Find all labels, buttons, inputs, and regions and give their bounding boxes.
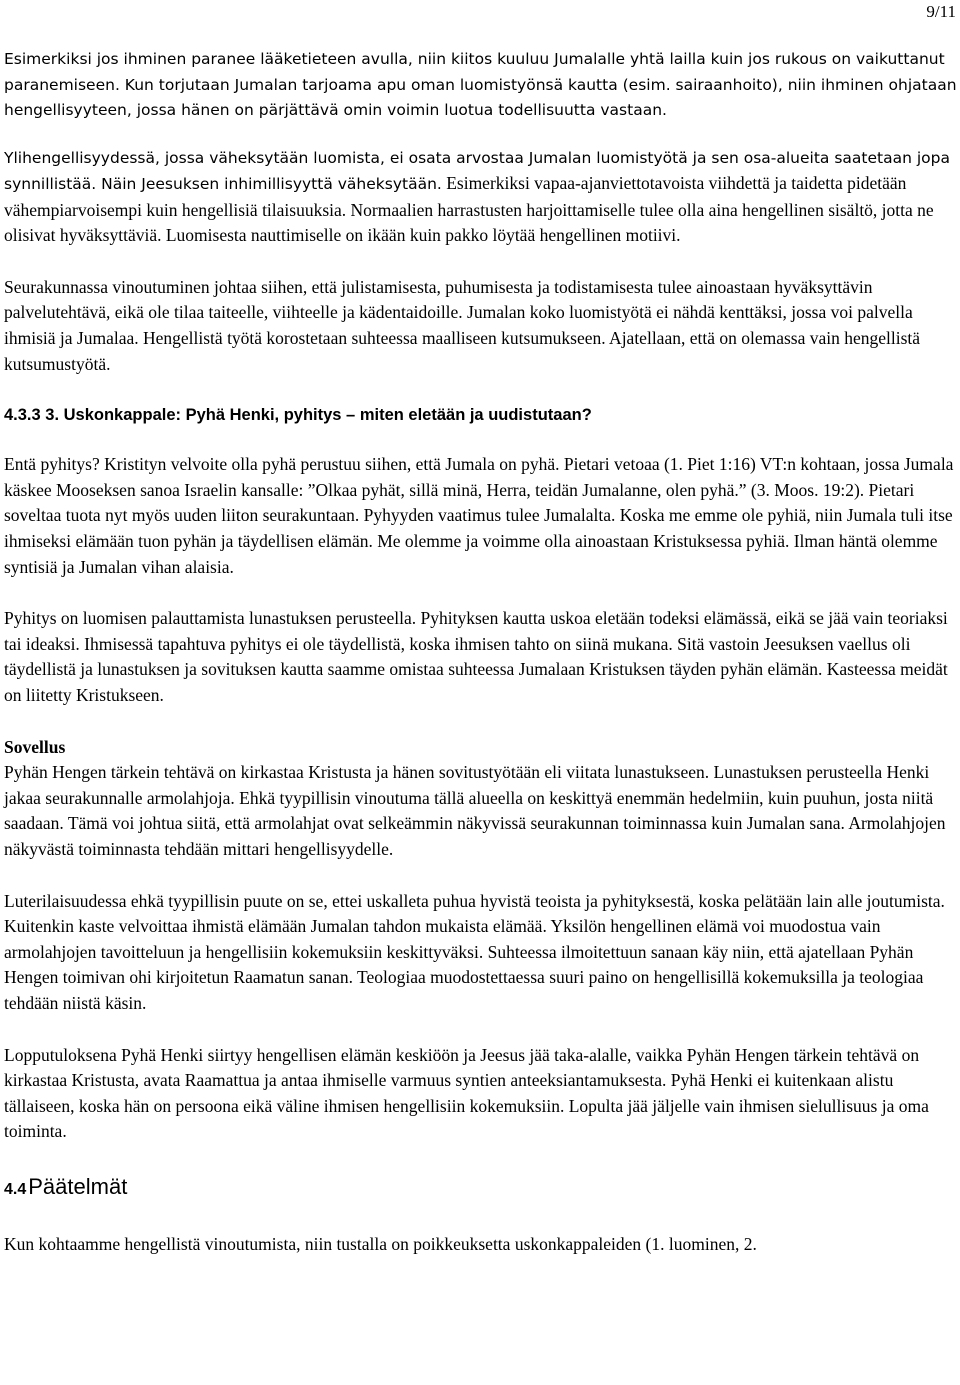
paragraph-congregation: Seurakunnassa vinoutuminen johtaa siihen, että julistamisesta, puhumisesta ja todistamisesta tulee ainoastaan hyväksyttävin palvelutehtävä, eikä ole tilaa taiteelle, viihteelle ja kädentaidoille. Jumalan koko luomistyötä ei nähdä kenttäksi, jossa voi palvella ihmisiä ja Jumalaa. Hengellistä työtä korostetaan suhteessa maalliseen kutsumukseen. Ajatellaan, että on olemassa vain hengellistä kutsumustyötä. (4, 276, 921, 374)
paragraph-healing: Esimerkiksi jos ihminen paranee lääketieteen avulla, niin kiitos kuuluu Jumalalle yhtä lailla kuin jos rukous on vaikuttanut paranemiseen. Kun torjutaan Jumalan tarjoama apu oman luomistyönsä kautta (esim. sairaanhoito), niin ihminen ohjataan hengellisyyteen, jossa hänen on pärjättävä omin voimin luotua todellisuutta vastaan. (4, 50, 957, 119)
paragraph-outcome: Lopputuloksena Pyhä Henki siirtyy hengellisen elämän keskiöön ja Jeesus jää taka-alalle, vaikka Pyhän Hengen tärkein tehtävä on kirkastaa Kristusta, avata Raamattua ja antaa ihmiselle varmuus syntien anteeksiantamuksesta. Pyhä Henki ei kuitenkaan alistu tällaiseen, koska hän on persoona eikä väline ihmisen hengellisiin kokemuksiin. Lopulta jää jäljelle vain ihmisen sielullisuus ja oma toiminta. (4, 1044, 929, 1142)
paragraph-overspirituality-serif: Esimerkiksi vapaa-ajanviettotavoista viihdettä ja taidetta pidetään vähempiarvoisempi kuin hengellisiä tilaisuuksia. Normaalien harrastusten harjoittamiselle tulee olla aina hengellinen sisältö, jotta ne olisivat hyväksyttäviä. Luomisesta nauttimiselle on ikään kuin pakko löytää hengellinen motiivi. (4, 173, 934, 246)
paragraph-restoration: Pyhitys on luomisen palauttamista lunastuksen perusteella. Pyhityksen kautta uskoa eletään todeksi elämässä, eikä se jää vain teoriaksi tai ideaksi. Ihmisessä tapahtuva pyhitys ei ole täydellistä, koska ihmisen tahto on siinä mukana. Sitä vastoin Jeesuksen vaellus oli täydellistä ja lunastuksen ja sovituksen kautta saamme omistaa suhteessa Jumalaan Kristuksen täyden pyhän elämän. Kasteessa meidät on liitetty Kristukseen. (4, 608, 948, 705)
page-number: 9/11 (926, 2, 956, 21)
paragraph-lutheranism: Luterilaisuudessa ehkä tyypillisin puute on se, ettei uskalleta puhua hyvistä teoista ja pyhityksestä, koska pelätään lain alle joutumista. Kuitenkin kaste velvoittaa ihmistä elämään Jumalan tahdon mukaista elämää. Yksilön hengellinen elämä voi muodostua vain armolahjojen tavoitteluun ja hengellisiin kokemuksiin keskittyväksi. Suhteessa ilmoitettuun sanaan käy niin, että ajatellaan Pyhän Hengen toimivan ohi kirjoitetun Raamatun sanan. Teologiaa muodostettaessa suuri paino on hengellisillä kokemuksilla ja teologiaa tehdään niistä käsin. (4, 890, 945, 1013)
paragraph-sanctification: Entä pyhitys? Kristityn velvoite olla pyhä perustuu siihen, että Jumala on pyhä. Pietari vetoaa (1. Piet 1:16) VT:n kohtaan, jossa Jumala käskee Mooseksen sanoa Israelin kansalle: ”Olkaa pyhät, sillä minä, Herra, teidän Jumalanne, olen pyhä.” (3. Moos. 19:2). Pietari soveltaa tuota nyt myös uuden liiton seurakuntaan. Pyhyyden vaatimus tulee Jumalalta. Koska me emme ole pyhiä, niin Jumala tuli itse ihmiseksi elämään tuon pyhän ja täydellisen elämän. Me olemme ja voimme olla ainoastaan Kristuksessa pyhiä. Ilman häntä olemme syntisiä ja Jumalan vihan alaisia. (4, 454, 954, 577)
section-heading-4-4 (4, 1167, 959, 1210)
sovellus-text: Pyhän Hengen tärkein tehtävä on kirkastaa Kristusta ja hänen sovitustyötään eli viitata lunastukseen. Lunastuksen perusteella Henki jakaa seurakunnalle armolahjoja. Ehkä tyypillisin vinoutuma tällä alueella on keskittyä enemmän hedelmiin, kuin puuhun, josta niitä saadaan. Tämä voi johtua siitä, että armolahjat ovat selkeämmin näkyvissä seurakunnan toiminnassa kuin Jumalan sana. Armolahjojen näkyvästä toiminnasta tehdään mittari hengellisyydelle. (4, 762, 946, 859)
document-body (4, 47, 959, 1258)
sovellus-section (4, 735, 959, 863)
sovellus-title: Sovellus (4, 736, 66, 757)
section-title: Päätelmät (28, 1173, 128, 1199)
section-number: 4.4 (4, 1180, 27, 1198)
paragraph-overspirituality-sans: Ylihengellisyydessä, jossa väheksytään luomista, ei osata arvostaa Jumalan luomistyötä ja sen osa-alueita saatetaan jopa synnillistää. Näin Jeesuksen inhimillisyyttä väheksytään. (4, 148, 950, 194)
paragraph-overspirituality (4, 145, 959, 249)
section-heading-4-3-3: 4.3.3 3. Uskonkappale: Pyhä Henki, pyhitys – miten eletään ja uudistutaan? (4, 406, 592, 425)
paragraph-conclusion-start: Kun kohtaamme hengellistä vinoutumista, niin tustalla on poikkeuksetta uskonkappaleiden (1. luominen, 2. (4, 1233, 757, 1254)
